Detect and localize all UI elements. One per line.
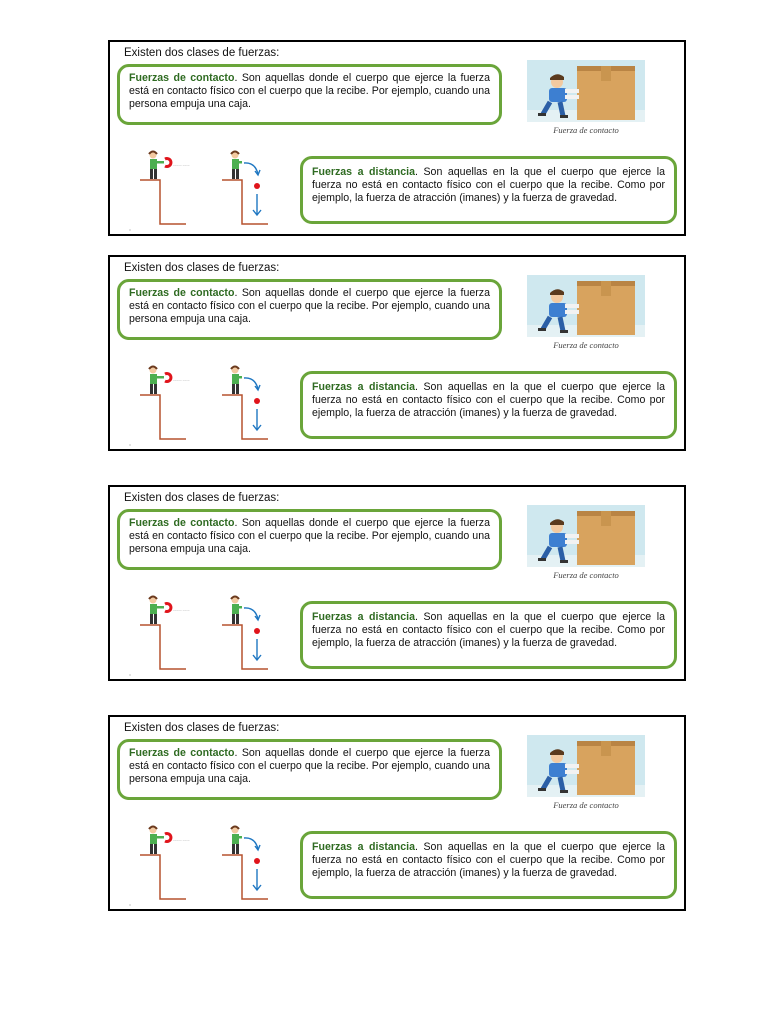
- distance-force-title: Fuerzas a distancia: [312, 841, 415, 853]
- force-card-3: [108, 485, 686, 681]
- contact-force-box: [117, 64, 502, 125]
- magnet-attraction-figure: [128, 148, 218, 232]
- distance-force-box: [300, 156, 677, 224]
- image-caption: Fuerza de contacto: [553, 800, 619, 810]
- svg-text:~~~~~ ~~~~: ~~~~~ ~~~~: [173, 608, 190, 612]
- contact-force-title: Fuerzas de contacto: [129, 287, 235, 299]
- svg-text:~~~~~ ~~~~: ~~~~~ ~~~~: [173, 163, 190, 167]
- image-caption: Fuerza de contacto: [553, 125, 619, 135]
- svg-text:~~~~~ ~~~~: ~~~~~ ~~~~: [173, 378, 190, 382]
- gravity-fall-figure: [210, 363, 300, 447]
- force-card-2: [108, 255, 686, 451]
- magnet-attraction-figure: [128, 593, 218, 677]
- gravity-fall-figure: [210, 593, 300, 677]
- contact-force-title: Fuerzas de contacto: [129, 72, 235, 84]
- image-caption: Fuerza de contacto: [553, 570, 619, 580]
- contact-force-box: [117, 739, 502, 800]
- contact-force-text: . Son aquellas donde el cuerpo que ejerce la fuerza está en contacto físico con el cuerpo que la recibe. Por ejemplo, cuando una persona empuja una caja.: [129, 72, 490, 111]
- distance-force-text: . Son aquellas en la que el cuerpo que ejerce la fuerza no está en contacto físico con el cuerpo que la recibe. Como por ejemplo, la fuerza de atracción (imanes) y la fuerza de gravedad.: [312, 611, 665, 650]
- gravity-fall-figure: [210, 823, 300, 907]
- card-intro: Existen dos clases de fuerzas:: [124, 47, 280, 59]
- contact-force-text: . Son aquellas donde el cuerpo que ejerce la fuerza está en contacto físico con el cuerpo que la recibe. Por ejemplo, cuando una persona empuja una caja.: [129, 747, 490, 786]
- distance-force-text: . Son aquellas en la que el cuerpo que ejerce la fuerza no está en contacto físico con el cuerpo que la recibe. Como por ejemplo, la fuerza de atracción (imanes) y la fuerza de gravedad.: [312, 381, 665, 420]
- distance-force-title: Fuerzas a distancia: [312, 166, 415, 178]
- distance-force-text: . Son aquellas en la que el cuerpo que ejerce la fuerza no está en contacto físico con el cuerpo que la recibe. Como por ejemplo, la fuerza de atracción (imanes) y la fuerza de gravedad.: [312, 166, 665, 205]
- person-pushing-box-image: [527, 505, 645, 567]
- distance-force-box: [300, 601, 677, 669]
- contact-force-text: . Son aquellas donde el cuerpo que ejerce la fuerza está en contacto físico con el cuerpo que la recibe. Por ejemplo, cuando una persona empuja una caja.: [129, 517, 490, 556]
- distance-force-box: [300, 831, 677, 899]
- contact-force-box: [117, 509, 502, 570]
- contact-force-title: Fuerzas de contacto: [129, 747, 235, 759]
- distance-force-title: Fuerzas a distancia: [312, 611, 415, 623]
- svg-text:~~~~~ ~~~~: ~~~~~ ~~~~: [173, 838, 190, 842]
- magnet-attraction-figure: [128, 823, 218, 907]
- distance-force-title: Fuerzas a distancia: [312, 381, 415, 393]
- image-caption: Fuerza de contacto: [553, 340, 619, 350]
- card-intro: Existen dos clases de fuerzas:: [124, 262, 280, 274]
- card-intro: Existen dos clases de fuerzas:: [124, 492, 280, 504]
- card-intro: Existen dos clases de fuerzas:: [124, 722, 280, 734]
- gravity-fall-figure: [210, 148, 300, 232]
- distance-force-text: . Son aquellas en la que el cuerpo que ejerce la fuerza no está en contacto físico con el cuerpo que la recibe. Como por ejemplo, la fuerza de atracción (imanes) y la fuerza de gravedad.: [312, 841, 665, 880]
- distance-force-box: [300, 371, 677, 439]
- person-pushing-box-image: [527, 60, 645, 122]
- contact-force-title: Fuerzas de contacto: [129, 517, 235, 529]
- person-pushing-box-image: [527, 275, 645, 337]
- force-card-1: [108, 40, 686, 236]
- contact-force-box: [117, 279, 502, 340]
- person-pushing-box-image: [527, 735, 645, 797]
- magnet-attraction-figure: [128, 363, 218, 447]
- contact-force-text: . Son aquellas donde el cuerpo que ejerce la fuerza está en contacto físico con el cuerpo que la recibe. Por ejemplo, cuando una persona empuja una caja.: [129, 287, 490, 326]
- force-card-4: [108, 715, 686, 911]
